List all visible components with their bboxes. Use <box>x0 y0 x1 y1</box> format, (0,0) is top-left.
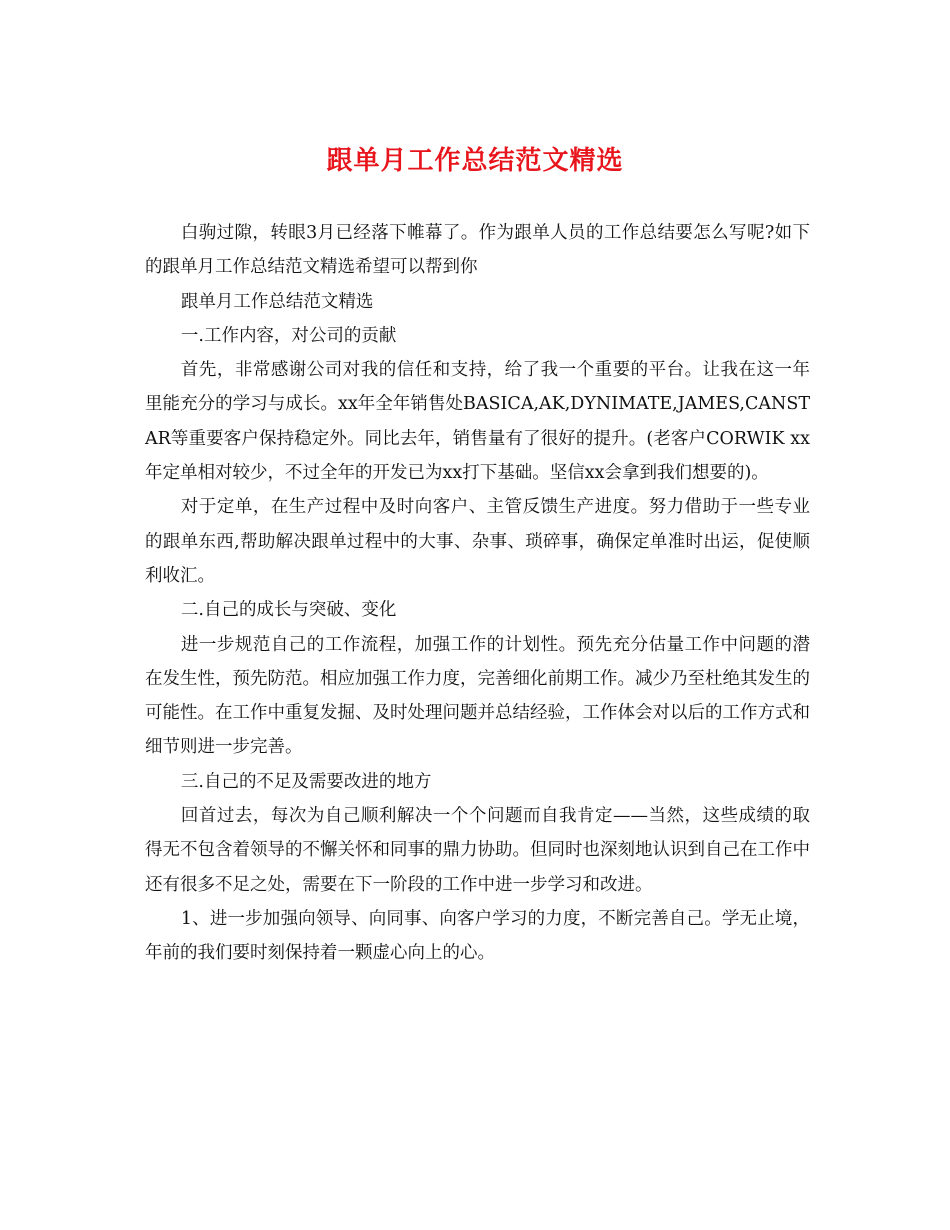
paragraph-subtitle: 跟单月工作总结范文精选 <box>180 291 374 312</box>
section-heading-1: 一.工作内容，对公司的贡献 <box>180 325 397 346</box>
paragraph-intro: 白驹过隙，转眼3月已经落下帷幕了。作为跟单人员的工作总结要怎么写呢?如下的跟单月工作总结范文精选希望可以帮到你 <box>145 223 810 278</box>
paragraph-section-1a: 首先，非常感谢公司对我的信任和支持，给了我一个重要的平台。让我在这一年里能充分的学习与成长。xx年全年销售处BASICA,AK,DYNIMATE,JAMES,CANSTAR等重要客户保持稳定外。同比去年，销售量有了很好的提升。(老客户CORWIK xx年定单相对较少，不过全年的开发已为xx打下基础。坚信xx会拿到我们想要的)。 <box>145 360 810 484</box>
section-heading-2: 二.自己的成长与突破、变化 <box>180 600 397 621</box>
document-title: 跟单月工作总结范文精选 <box>326 146 624 176</box>
document-body <box>145 216 810 971</box>
section-heading-3: 三.自己的不足及需要改进的地方 <box>180 771 432 792</box>
paragraph-section-2: 进一步规范自己的工作流程，加强工作的计划性。预先充分估量工作中问题的潜在发生性，预先防范。相应加强工作力度，完善细化前期工作。减少乃至杜绝其发生的可能性。在工作中重复发掘、及时处理问题并总结经验，工作体会对以后的工作方式和细节则进一步完善。 <box>145 634 810 758</box>
paragraph-section-1b: 对于定单，在生产过程中及时向客户、主管反馈生产进度。努力借助于一些专业的跟单东西,帮助解决跟单过程中的大事、杂事、琐碎事，确保定单准时出运，促使顺利收汇。 <box>145 497 810 586</box>
paragraph-improvement-1: 1、进一步加强向领导、向同事、向客户学习的力度，不断完善自己。学无止境，年前的我们要时刻保持着一颗虚心向上的心。 <box>145 908 810 964</box>
paragraph-section-3: 回首过去，每次为自己顺利解决一个个问题而自我肯定——当然，这些成绩的取得无不包含着领导的不懈关怀和同事的鼎力协助。但同时也深刻地认识到自己在工作中还有很多不足之处，需要在下一阶段的工作中进一步学习和改进。 <box>145 806 810 895</box>
